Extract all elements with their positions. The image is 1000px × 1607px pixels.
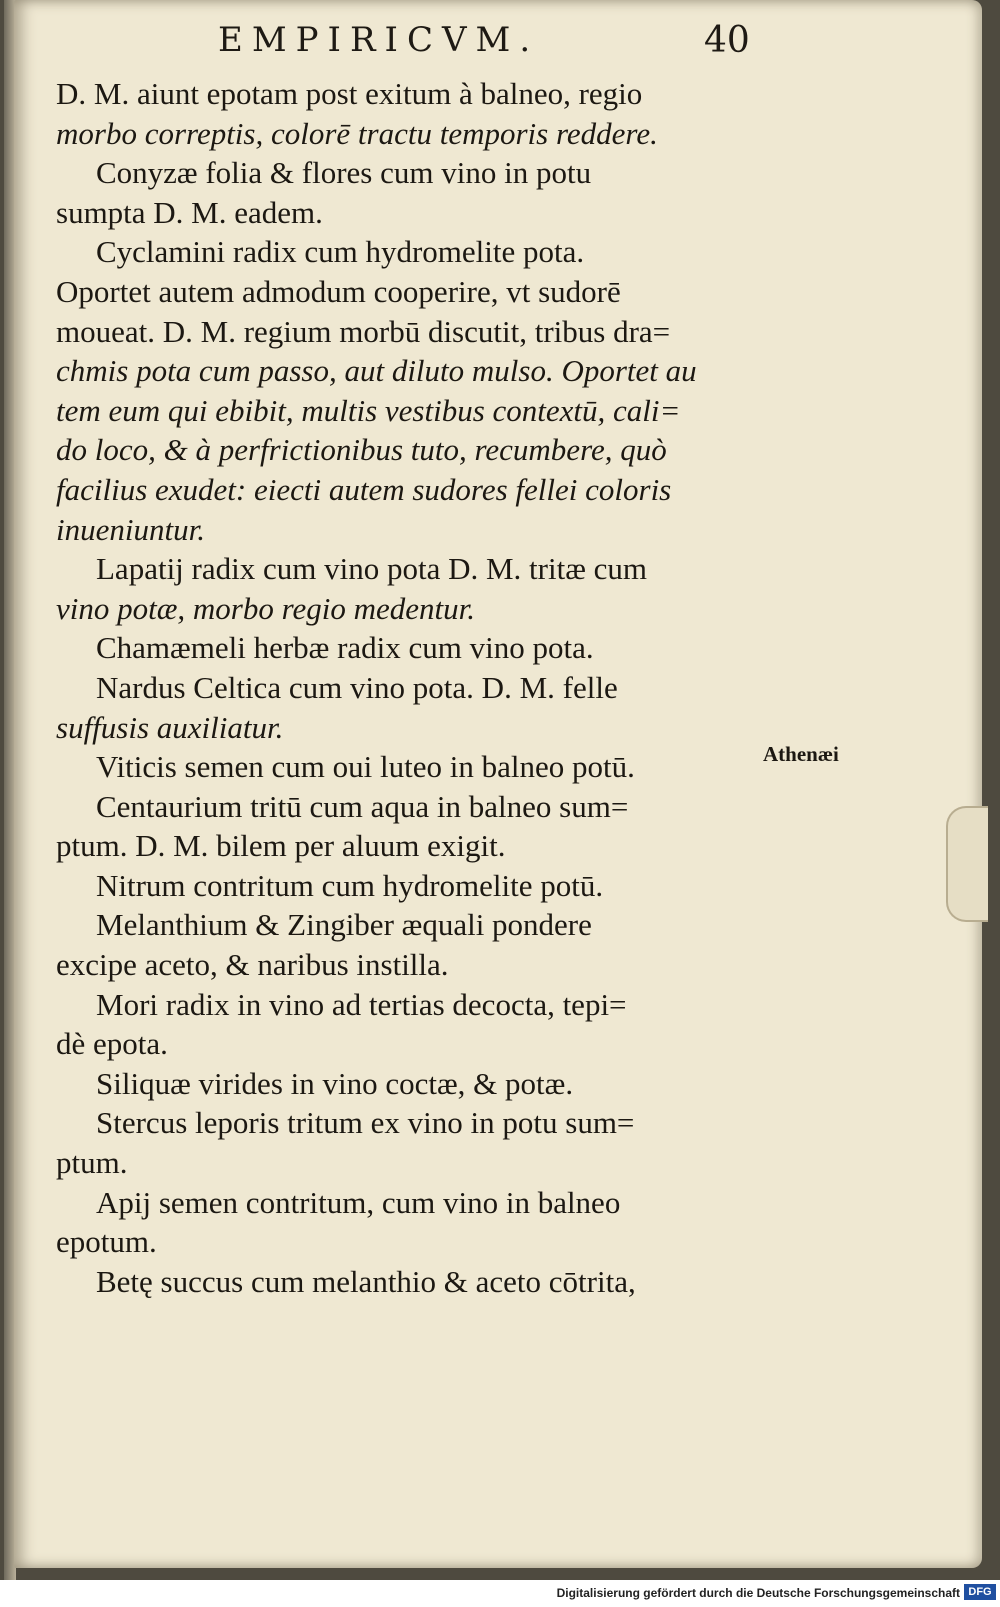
text-line: Chamæmeli herbæ radix cum vino pota.	[96, 630, 594, 666]
text-line: sumpta D. M. eadem.	[56, 194, 323, 230]
text-line: dè epota.	[56, 1026, 168, 1062]
running-head: EMPIRICVM.	[218, 20, 540, 60]
text-line: Lapatij radix cum vino pota D. M. tritæ cum	[96, 551, 648, 587]
text-line: Melanthium & Zingiber æquali pondere	[96, 907, 592, 943]
text-line: Siliquæ virides in vino coctæ, & potæ.	[96, 1065, 574, 1101]
text-line: ptum. D. M. bilem per aluum exigit.	[56, 828, 506, 864]
page-clasp	[946, 806, 988, 922]
text-line: Betę succus cum melanthio & aceto cōtrita,	[96, 1263, 636, 1299]
text-line: morbo correptis, colorē tractu temporis reddere.	[56, 115, 658, 151]
text-line: inueniuntur.	[56, 511, 205, 547]
page-header	[0, 16, 1000, 66]
text-line: Oportet autem admodum cooperire, vt sudorē	[56, 273, 621, 309]
funding-credit: Digitalisierung gefördert durch die Deutsche Forschungsgemeinschaft	[556, 1586, 960, 1600]
text-line: Mori radix in vino ad tertias decocta, tepi=	[96, 986, 627, 1022]
text-line: Cyclamini radix cum hydromelite pota.	[96, 234, 585, 270]
text-line: ptum.	[56, 1145, 128, 1181]
body-text	[56, 74, 756, 1301]
text-line: Nardus Celtica cum vino pota. D. M. felle	[96, 669, 618, 705]
text-line: Viticis semen cum oui luteo in balneo potū.	[96, 749, 635, 785]
text-line: do loco, & à perfrictionibus tuto, recumbere, quò	[56, 432, 667, 468]
text-line: Stercus leporis tritum ex vino in potu sum=	[96, 1105, 635, 1141]
text-line: Apij semen contritum, cum vino in balneo	[96, 1184, 621, 1220]
text-line: excipe aceto, & naribus instilla.	[56, 947, 449, 983]
text-line: Conyzæ folia & flores cum vino in potu	[96, 155, 592, 191]
text-line: tem eum qui ebibit, multis vestibus contextū, cali=	[56, 392, 681, 428]
text-line: epotum.	[56, 1224, 157, 1260]
text-line: D. M. aiunt epotam post exitum à balneo, regio	[56, 76, 643, 111]
margin-note: Athenæi	[763, 742, 839, 766]
text-line: vino potæ, morbo regio medentur.	[56, 590, 476, 626]
page-number: 40	[704, 20, 750, 61]
dfg-logo: DFG	[964, 1584, 996, 1600]
footer	[0, 1580, 1000, 1607]
text-line: facilius exudet: eiecti autem sudores fellei coloris	[56, 471, 672, 507]
text-line: suffusis auxiliatur.	[56, 709, 284, 745]
text-line: Nitrum contritum cum hydromelite potū.	[96, 867, 604, 903]
text-line: Centaurium tritū cum aqua in balneo sum=	[96, 788, 629, 824]
text-line: moueat. D. M. regium morbū discutit, tribus dra=	[56, 313, 671, 349]
text-line: chmis pota cum passo, aut diluto mulso. Oportet au	[56, 353, 697, 389]
